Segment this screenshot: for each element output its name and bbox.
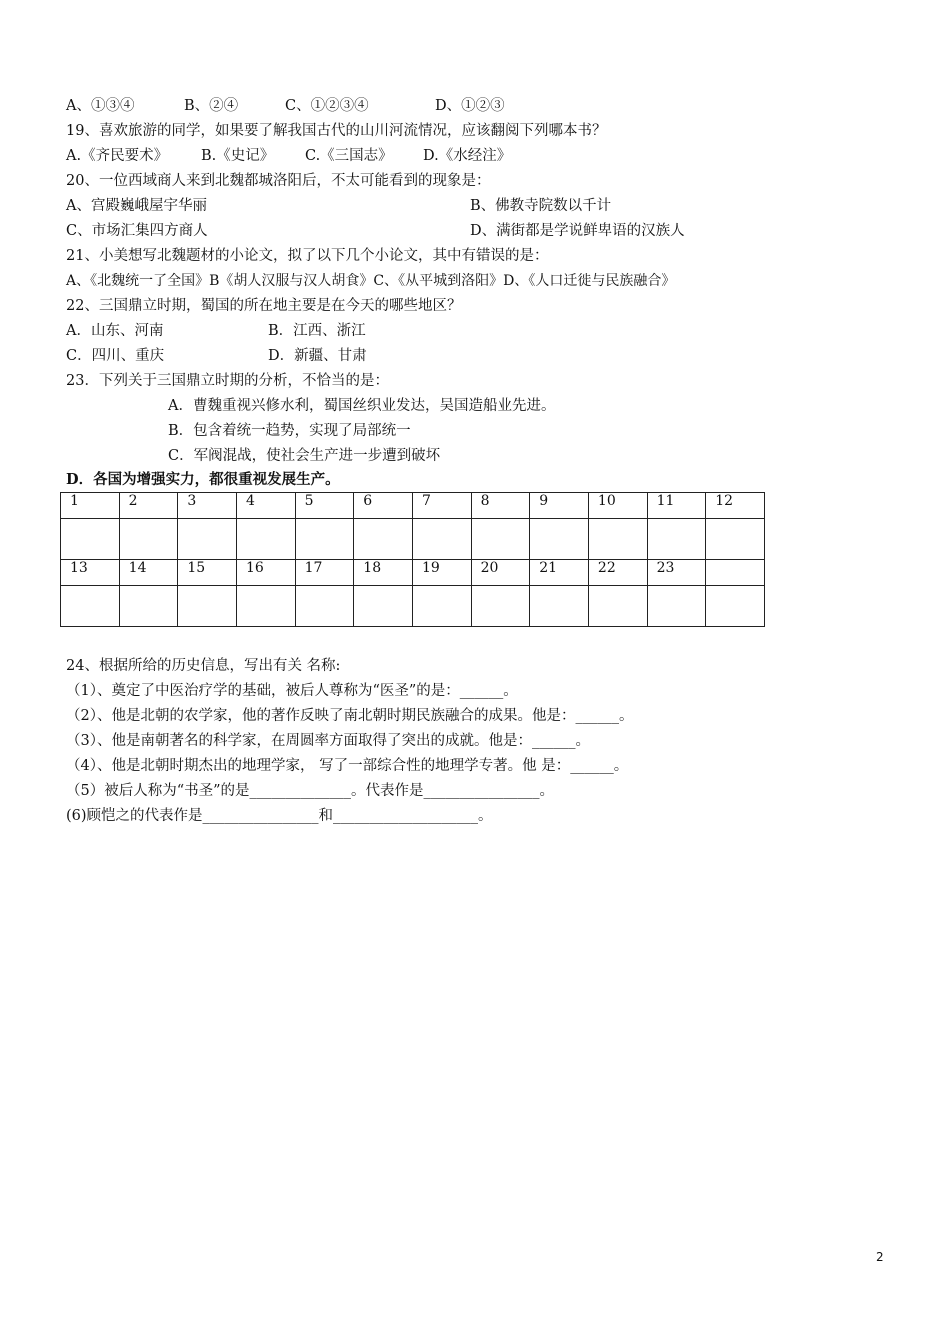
q24-item-6: (6)顾恺之的代表作是________________和____________________。 [66,808,493,824]
q18-option-c: C、①②③④ [285,98,369,114]
answer-blank-cell[interactable] [295,519,354,560]
answer-blank-cell[interactable] [588,519,647,560]
answer-number-cell: 19 [412,560,471,586]
answer-number-cell: 3 [178,493,237,519]
q18-option-a: A、①③④ [66,98,135,114]
answer-blank-cell[interactable] [412,519,471,560]
q23-option-c: C．军阀混战，使社会生产进一步遭到破坏 [168,448,441,464]
q24-item-3: （3）、他是南朝著名的科学家，在周圆率方面取得了突出的成就。他是：______。 [66,733,590,749]
answer-number-cell: 23 [647,560,706,586]
answer-table [60,492,765,627]
q20-stem: 20、一位西域商人来到北魏都城洛阳后，不太可能看到的现象是： [66,173,491,189]
answer-number-cell: 16 [236,560,295,586]
answer-blank-cell[interactable] [471,519,530,560]
q22-option-a: A．山东、河南 [66,323,164,339]
q20-option-b: B、佛教寺院数以千计 [470,198,612,214]
answer-number-cell: 7 [412,493,471,519]
answer-blank-cell[interactable] [119,519,178,560]
q19-options [66,146,511,166]
answer-number-cell: 14 [119,560,178,586]
answer-number-cell: 12 [706,493,765,519]
q18-options [66,96,505,116]
answer-blank-cell[interactable] [706,586,765,627]
answer-blank-cell[interactable] [471,586,530,627]
answer-blank-cell[interactable] [647,586,706,627]
q18-option-d: D、①②③ [435,98,505,114]
q21-options: A、《北魏统一了全国》B《胡人汉服与汉人胡食》C、《从平城到洛阳》D、《人口迁徙与民族融合》 [66,273,676,289]
q19-option-d: D.《水经注》 [423,148,512,164]
q18-option-b: B、②④ [184,98,239,114]
answer-number-cell: 2 [119,493,178,519]
q20-option-d: D、满街都是学说鲜卑语的汉族人 [470,223,685,239]
answer-number-cell: 13 [61,560,120,586]
q24-item-1: （1）、奠定了中医治疗学的基础，被后人尊称为“医圣”的是：______。 [66,683,518,699]
answer-number-cell: 11 [647,493,706,519]
q23-option-b: B．包含着统一趋势，实现了局部统一 [168,423,411,439]
answer-blank-cell[interactable] [178,519,237,560]
q24-item-5: （5）被后人称为“书圣”的是______________。代表作是________________。 [66,783,555,799]
answer-number-cell: 6 [354,493,413,519]
answer-blank-cell[interactable] [647,519,706,560]
answer-number-cell: 18 [354,560,413,586]
answer-table-header-row-2 [61,560,765,586]
q19-stem: 19、喜欢旅游的同学，如果要了解我国古代的山川河流情况，应该翻阅下列哪本书？ [66,123,607,139]
q19-option-a: A.《齐民要术》 [66,148,169,164]
answer-number-cell: 21 [530,560,589,586]
q23-option-d: D．各国为增强实力，都很重视发展生产。 [66,471,340,488]
answer-blank-cell[interactable] [119,586,178,627]
q20-option-c: C、市场汇集四方商人 [66,223,208,239]
page-number: 2 [876,1250,884,1264]
answer-blank-cell[interactable] [588,586,647,627]
answer-number-cell: 5 [295,493,354,519]
answer-number-cell: 1 [61,493,120,519]
q23-stem: 23．下列关于三国鼎立时期的分析，不恰当的是： [66,373,389,389]
answer-blank-cell[interactable] [236,586,295,627]
q19-option-b: B.《史记》 [201,148,275,164]
answer-number-cell: 22 [588,560,647,586]
q20-option-a: A、宫殿巍峨屋宇华丽 [66,198,207,214]
answer-blank-cell[interactable] [412,586,471,627]
q24-item-4: （4）、他是北朝时期杰出的地理学家， 写了一部综合性的地理学专著。他 是：______。 [66,758,629,774]
answer-blank-cell[interactable] [530,519,589,560]
q23-option-a: A．曹魏重视兴修水利，蜀国丝织业发达，吴国造船业先进。 [168,398,556,414]
answer-number-cell: 20 [471,560,530,586]
answer-blank-cell[interactable] [530,586,589,627]
answer-table-blank-row-2 [61,586,765,627]
answer-blank-cell[interactable] [236,519,295,560]
q21-stem: 21、小美想写北魏题材的小论文，拟了以下几个小论文，其中有错误的是： [66,248,549,264]
answer-blank-cell[interactable] [295,586,354,627]
answer-number-cell: 4 [236,493,295,519]
q22-option-d: D．新疆、甘肃 [268,348,367,364]
answer-number-cell [706,560,765,586]
q19-option-c: C.《三国志》 [305,148,393,164]
answer-blank-cell[interactable] [354,519,413,560]
q24-item-2: （2）、他是北朝的农学家，他的著作反映了南北朝时期民族融合的成果。他是：______。 [66,708,634,724]
q22-option-b: B．江西、浙江 [268,323,366,339]
answer-table-header-row-1 [61,493,765,519]
answer-number-cell: 8 [471,493,530,519]
answer-number-cell: 10 [588,493,647,519]
answer-blank-cell[interactable] [61,586,120,627]
answer-blank-cell[interactable] [354,586,413,627]
answer-number-cell: 17 [295,560,354,586]
answer-number-cell: 15 [178,560,237,586]
answer-blank-cell[interactable] [706,519,765,560]
answer-number-cell: 9 [530,493,589,519]
answer-blank-cell[interactable] [61,519,120,560]
answer-blank-cell[interactable] [178,586,237,627]
q24-stem: 24、根据所给的历史信息，写出有关 名称: [66,658,341,674]
q22-option-c: C．四川、重庆 [66,348,165,364]
answer-table-blank-row-1 [61,519,765,560]
q22-stem: 22、三国鼎立时期，蜀国的所在地主要是在今天的哪些地区？ [66,298,462,314]
